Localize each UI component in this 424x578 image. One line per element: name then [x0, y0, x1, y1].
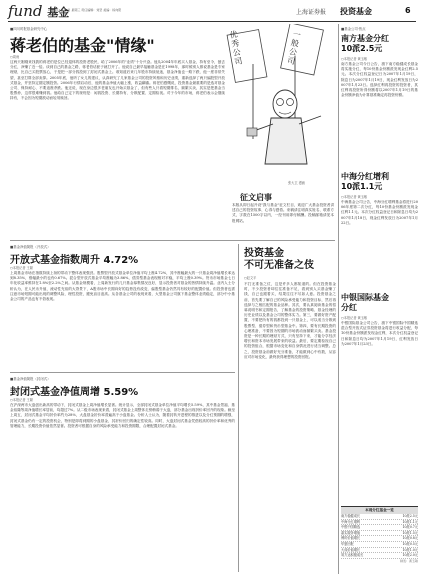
open-fund-kicker: ■基金净值简报（开放式）: [10, 245, 51, 249]
sign-ordinary-companies: 一般公司: [286, 29, 302, 67]
lead-body: 这两天刚刚来找我的蒋老伯是位已经退休的投资老股民，给了2006年的"业绩"十分兴奋。他从2004年年底买入基金，持有至今，刨去分红，净赚了近一倍。谈到自己的基金之路，蒋老伯话匣子就打开了。他说自己最早接触基金是在1998年，那时候别人都说基金是专家理财，比自己买股票放心，于是把一部分钱投到了封闭式基金上。谁知道后来几年股市持续低迷，基金净值也一路下跌，他一度非常失望，甚至打算全部卖掉。2005年底，他听了女儿的建议，认真研究了几家基金公司的投资风格和历史业绩，重新选择了两只偏股型开放式基金，并坚持定期定额投资。2006年行情启动后，他的基金净值大幅上涨，收益翻番。蒋老伯感慨说，投资基金最重要的是选对基金公司、保持耐心、不要追涨杀跌。他还说，现在身边很多老朋友也开始买基金了，但有些人只看短期排名，频繁买卖，其实是把基金当股票炒，这样很难赚到钱。他给自己定下的规则是：闲钱投资、长期持有、分散配置、定期检视。对于今年的市场，蒋老伯表示会继续持有，不会因为短期波动而轻易赎回。: [10, 60, 225, 101]
table-row: 嘉实服务增值 10派1.5元: [341, 530, 418, 535]
illustration-credit: 张大卫 漫画: [288, 181, 305, 185]
closed-fund-body: 在沪深两市大盘创出新高的带动下，封闭式基金上周净值增长显著。统计显示，全部封闭式基金单位净值平均增长5.59%，其中基金景福、基金裕隆等周净值增长率居前，均超过7%。从二级市场表现来看，封闭式基金上周整体走势稍弱于大盘，部分基金出现折价率回升的现象。截至上周五，封闭式基金平均折价率约为28%，大盘基金折价率普遍高于小盘基金。分析人士认为，随着封转开进程的推进以及分红预期的增强，封闭式基金仍有一定的投资机会，特别是即将到期的小盘基金，其折价回归的确定性较高。同时，大盘封闭式基金凭借较高的折价率和优秀的管理能力，长期投资价值依然显著。投资者可根据自身的风险承受能力和投资期限，合理配置封闭式基金。: [10, 403, 235, 428]
table-row: 中银中国精选 10派0.7元: [341, 525, 418, 530]
newspaper-name: 上海证券报: [296, 9, 327, 16]
table-row: 博时价值增长 10派0.8元: [341, 536, 418, 541]
table-editor: 制表：黄玉敏: [399, 558, 418, 563]
closed-fund-kicker: ■基金净值简报（封闭式）: [10, 377, 51, 381]
dividend-table-title: 本周分红基金一览: [341, 507, 418, 514]
sidebar-kicker: ■基金公司·热点: [341, 27, 366, 31]
notice-title: 征文启事: [240, 193, 272, 202]
table-row: 大成价值增长 10派1.0元: [341, 547, 418, 552]
sidebar-item-zhonghai-body: 中海基金公司公告，中海分红增利基金将进行2006年度第二次分红，每10份基金份额派发现金红利1.1元。本次分红权益登记日和除息日均为2007年1月18日，现金红利发放日为2007年1月22日。: [341, 200, 418, 225]
notice-body: 本版从即日起开设"我与基金"征文栏目，欢迎广大基金投资者讲述自己的投资故事、心得与感悟。来稿请注明真实姓名、联系方式，字数在1500字以内，一经刊用即付稿酬。投稿邮箱请见本报网站。: [232, 203, 334, 223]
section-divider: [10, 240, 335, 241]
prep-byline: ○赵文平: [244, 276, 257, 280]
table-row: 南方稳健成长 10派2.5元: [341, 514, 418, 518]
page-number: 6: [405, 6, 411, 15]
header-meta: 2007年1月17日 星期三 责任编辑：刘坚 美编：杨向阳: [48, 8, 122, 12]
sidebar-item-southern-body: 南方基金公司今日公告，旗下南方稳健成长基金将实施分红，每10份基金份额派发现金红利2.5元。本次分红权益登记日为2007年1月19日，除息日为2007年1月19日，现金红利发放日为2007年1月23日。选择红利再投资的投资者，其红利再投资所得份额将以2007年1月19日的基金份额净值为计算基准确定再投资份额。: [341, 62, 418, 98]
sidebar-divider: [338, 24, 339, 574]
sidebar-item-bocigi-title: 中银国际基金 分红: [341, 293, 389, 312]
fund-logo: fund 基金: [8, 2, 70, 20]
section-divider: [10, 372, 235, 373]
column-divider: [238, 244, 239, 572]
prep-headline: 投资基金 不可无准备之伎: [244, 248, 314, 271]
table-row: 华夏回报 10派0.5元: [341, 541, 418, 546]
lead-headline: 蒋老伯的基金"情缘": [10, 36, 155, 55]
sidebar-item-bocigi-byline: ○本报记者 黄玉敏: [341, 316, 368, 320]
closed-fund-headline: 封闭式基金净值周增 5.59%: [10, 387, 139, 398]
section-title: 投资基金: [340, 7, 372, 16]
header-rule: [8, 21, 416, 22]
closed-fund-byline: ○本报记者 王颖: [10, 398, 33, 402]
sidebar-item-southern-byline: ○本报记者 黄玉敏: [341, 57, 368, 61]
lead-kicker: ■四川时报基金研究中心: [10, 27, 48, 31]
sidebar-item-southern-title: 南方基金分红 10派2.5元: [341, 34, 389, 53]
sidebar-item-bocigi-body: 中银国际基金公司公告，旗下中银国际中国精选混合型开放式证券投资基金将进行收益分配，每10份基金份额派发现金红利，本次分红权益登记日和除息日均为2007年1月19日，红利发放日为2007年1月23日。: [341, 321, 418, 346]
sign-good-companies: 优秀公司: [228, 29, 244, 67]
sidebar-item-zhonghai-byline: ○本报记者 黄玉敏: [341, 195, 368, 199]
open-fund-headline: 开放式基金指数周升 4.72%: [10, 255, 139, 266]
sidebar-item-zhonghai-title: 中海分红增利 10派1.1元: [341, 172, 389, 191]
open-fund-byline: ○本报记者 王颖: [10, 266, 33, 270]
lead-byline: ○周雨: [10, 55, 20, 59]
prep-body: 不打无准备之仗，这是许多人都知道的。但在投资基金时，不少投资者却往往准备不足，看到别人买基金赚了钱，自己也跟着买，结果往往不尽如人意。投资基金之前，首先要了解自己的风险承受能力和投资目标，然后再选择与之相匹配的基金品种。其次，要认真阅读基金的招募说明书和定期报告，了解基金的投资策略、基金经理的历史业绩以及基金公司的整体实力。第三，要做好资产配置，不要把所有的钱都投到一只基金上，可以适当分散到股票型、债券型和货币型基金中。第四，要有长期投资的心理准备，不要因为短期的市场波动而频繁买卖。基金投资是一种长期的理财方式，只有坚持下来，才能分享经济增长和资本市场发展带来的收益。最后，要定期检视自己的投资组合，根据市场变化和自身情况进行适当调整。总之，投资基金前做好充分准备，才能做到心中有数，从容应对市场变化，最终获得理想的投资回报。: [244, 282, 336, 359]
table-row: 易方达积极成长 10派2.0元: [341, 553, 418, 558]
open-fund-body: 上周基金市场在指数持续上扬的带动下整体表现强劲。股票型开放式基金单位净值平均上涨4.72%，其中涨幅最大的一只基金周净值增长率达到8.35%，涨幅最小的也有0.67%。混合型开放式基金平均涨幅为3.86%，债券型基金表现相对平稳，平均上涨0.39%。货币市场基金七日年化收益率维持在1.8%至2.2%之间。从基金规模看，上周新发行的几只基金募集情况良好，显示投资者对基金的热情持续升温。业内人士分析认为，在人民币升值、流动性充裕的大背景下，A股市场中长期向好的趋势没有改变，偏股型基金仍然具有较好的配置价值。但投资者也需注意市场短期可能出现的调整风险，理性投资，避免盲目追高。从各基金公司的表现来看，大型基金公司旗下基金整体业绩稳定，部分中小基金公司的产品也有不俗表现。: [10, 271, 235, 302]
dividend-table: [341, 506, 418, 563]
table-row: 中海分红增利 10派1.1元: [341, 519, 418, 524]
